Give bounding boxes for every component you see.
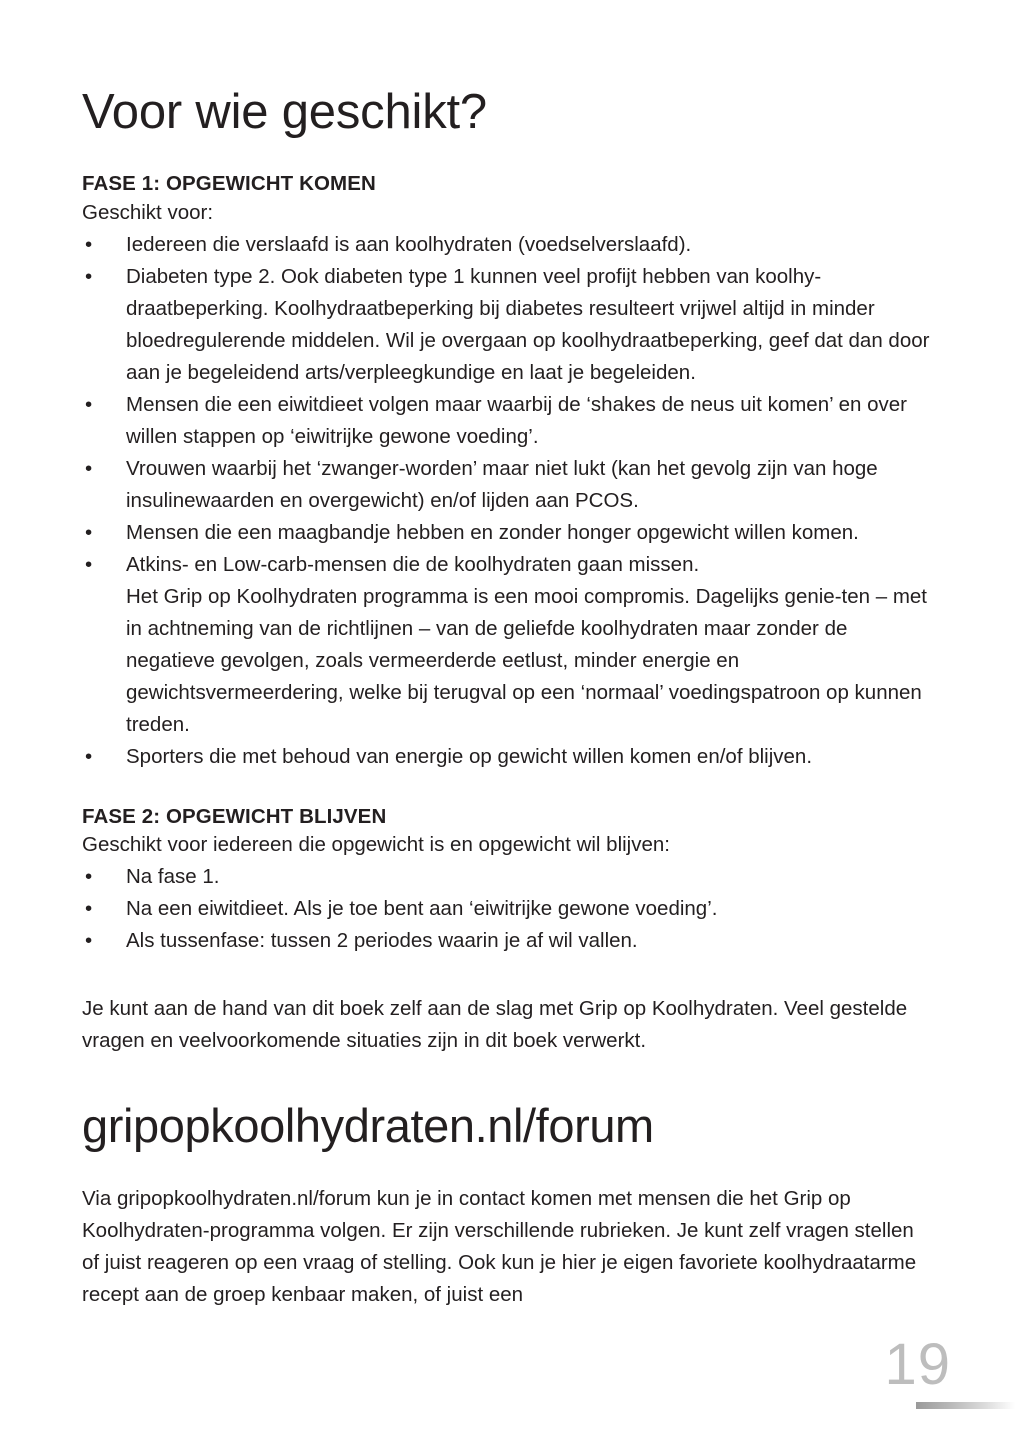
forum-url-heading: gripopkoolhydraten.nl/forum (82, 1099, 654, 1153)
bullet-list (82, 229, 934, 773)
footer-rule (916, 1402, 1015, 1409)
bullet-marker: • (85, 929, 93, 953)
list-item (82, 517, 934, 549)
bullet-marker: • (85, 456, 93, 480)
list-item-text: Atkins- en Low-carb-mensen die de koolhydraten gaan missen. (126, 552, 700, 576)
list-item-text: Mensen die een eiwitdieet volgen maar waarbij de ‘shakes de neus uit komen’ en over willen stappen op ‘eiwitrijke gewone voeding’. (126, 392, 907, 448)
list-item (82, 389, 934, 453)
section-lede: Geschikt voor: (82, 200, 214, 224)
section-fase-2 (82, 804, 934, 958)
list-item (82, 893, 934, 925)
list-item-text: Als tussenfase: tussen 2 periodes waarin je af wil vallen. (126, 929, 638, 953)
bullet-marker: • (85, 520, 93, 544)
page-footer (815, 1320, 1015, 1440)
bullet-marker: • (85, 865, 93, 889)
page-number: 19 (884, 1332, 951, 1397)
page-title: Voor wie geschikt? (82, 85, 487, 139)
list-item (82, 453, 934, 517)
list-item (82, 861, 934, 893)
list-item-text: Iedereen die verslaafd is aan koolhydraten (voedselverslaafd). (126, 232, 692, 256)
list-item (82, 229, 934, 261)
list-item-text: Sporters die met behoud van energie op gewicht willen komen en/of blijven. (126, 744, 813, 768)
bullet-marker: • (85, 232, 93, 256)
list-item-text: Na een eiwitdieet. Als je toe bent aan ‘eiwitrijke gewone voeding’. (126, 897, 718, 921)
list-item-text: Diabeten type 2. Ook diabeten type 1 kunnen veel profijt hebben van koolhy-draatbeperking. Koolhydraatbeperking bij diabetes resulteert vrijwel altijd in minder bloedregulerende middelen. Wil je overgaan op koolhydraatbeperking, geef dat dan door aan je begeleidend arts/verpleegkundige en laat je begeleiden. (126, 264, 930, 384)
list-item-text: Na fase 1. (126, 865, 220, 889)
section-lede: Geschikt voor iedereen die opgewicht is en opgewicht wil blijven: (82, 833, 670, 857)
section-heading: FASE 1: OPGEWICHT KOMEN (82, 172, 376, 195)
bullet-list (82, 861, 934, 957)
forum-paragraph: Via gripopkoolhydraten.nl/forum kun je in contact komen met mensen die het Grip op Koolhydraten-programma volgen. Er zijn verschillende rubrieken. Je kunt zelf vragen stellen of juist reageren op een vraag of stelling. Ook kun je hier je eigen favoriete koolhydraatarme recept aan de groep kenbaar maken, of juist een (82, 1186, 917, 1306)
list-item-text: Vrouwen waarbij het ‘zwanger-worden’ maar niet lukt (kan het gevolg zijn van hoge insulinewaarden en overgewicht) en/of lijden aan PCOS. (126, 456, 878, 512)
bullet-marker: • (85, 552, 93, 576)
list-item (82, 741, 934, 773)
list-item-text: Mensen die een maagbandje hebben en zonder honger opgewicht willen komen. (126, 520, 859, 544)
bullet-marker: • (85, 392, 93, 416)
bullet-marker: • (85, 744, 93, 768)
list-item (82, 261, 934, 389)
list-item-continuation: Het Grip op Koolhydraten programma is een mooi compromis. Dagelijks genie-ten – met in achtneming van de richtlijnen – van de geliefde koolhydraten maar zonder de negatieve gevolgen, zoals vermeerderde eetlust, minder energie en gewichtsvermeerdering, welke bij terugval op een ‘normaal’ voedingspatroon op kunnen treden. (126, 584, 928, 736)
bullet-marker: • (85, 897, 93, 921)
section-heading: FASE 2: OPGEWICHT BLIJVEN (82, 804, 387, 828)
list-item (82, 549, 934, 741)
list-item (82, 925, 934, 957)
bullet-marker: • (85, 264, 93, 288)
section-fase-1 (82, 171, 934, 773)
page-content (82, 85, 934, 1311)
closing-paragraph: Je kunt aan de hand van dit boek zelf aan de slag met Grip op Koolhydraten. Veel gestelde vragen en veelvoorkomende situaties zijn in dit boek verwerkt. (82, 997, 908, 1053)
